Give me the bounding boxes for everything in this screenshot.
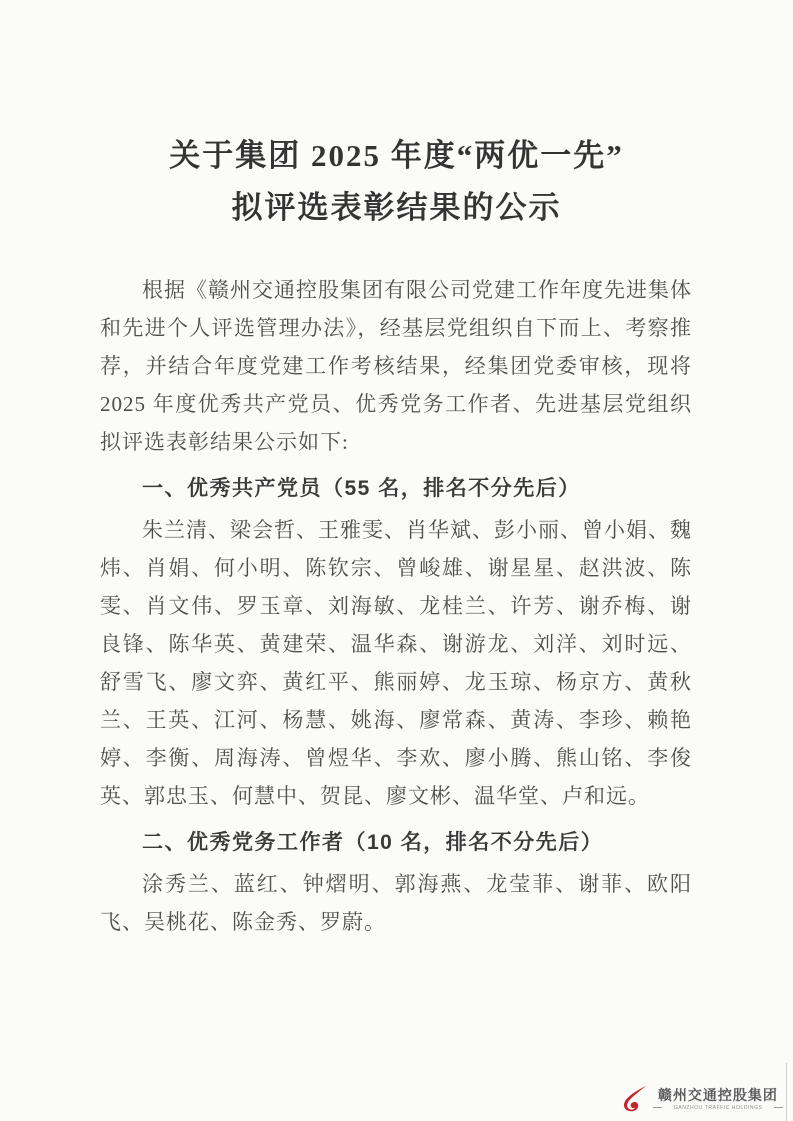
document-title-line-1: 关于集团 2025 年度“两优一先” [169, 138, 624, 173]
document-body [100, 271, 692, 941]
section-2-heading: 二、优秀党务工作者（10 名，排名不分先后） [142, 831, 604, 854]
section-1-names-paragraph: 朱兰清、梁会哲、王雅雯、肖华斌、彭小丽、曾小娟、魏炜、肖娟、何小明、陈钦宗、曾峻雄、谢星星、赵洪波、陈雯、肖文伟、罗玉章、刘海敏、龙桂兰、许芳、谢乔梅、谢良锋、陈华英、黄建荣、温华森、谢游龙、刘洋、刘时远、舒雪飞、廖文弈、黄红平、熊丽婷、龙玉琼、杨京方、黄秋兰、王英、江河、杨慧、姚海、廖常森、黄涛、李珍、赖艳婷、李衡、周海涛、曾煜华、李欢、廖小腾、熊山铭、李俊英、郭忠玉、何慧中、贺昆、廖文彬、温华堂、卢和远。 [100, 518, 692, 808]
logo-text-block [653, 1088, 783, 1111]
logo-company-name-en-row [653, 1105, 783, 1111]
logo-dash-left [653, 1107, 662, 1108]
section-1-heading: 一、优秀共产党员（55 名，排名不分先后） [142, 477, 581, 500]
company-logo [618, 1085, 783, 1113]
section-2-names-paragraph: 涂秀兰、蓝红、钟熠明、郭海燕、龙莹菲、谢菲、欧阳飞、吴桃花、陈金秀、罗蔚。 [100, 872, 692, 934]
logo-company-name-en: GANZHOU TRAFFIC HOLDINGS [673, 1104, 763, 1111]
logo-dash-right [774, 1107, 783, 1108]
scan-artifact-line [786, 1063, 787, 1121]
document-title [0, 130, 793, 234]
document-title-line-2: 拟评选表彰结果的公示 [231, 190, 562, 225]
intro-paragraph: 根据《赣州交通控股集团有限公司党建工作年度先进集体和先进个人评选管理办法》，经基层党组织自下而上、考察推荐，并结合年度党建工作考核结果，经集团党委审核，现将 2025 年度优秀共产党员、优秀党务工作者、先进基层党组织拟评选表彰结果公示如下: [100, 278, 692, 454]
logo-swoosh-icon [618, 1085, 648, 1113]
logo-company-name-cn: 赣州交通控股集团 [657, 1086, 778, 1103]
